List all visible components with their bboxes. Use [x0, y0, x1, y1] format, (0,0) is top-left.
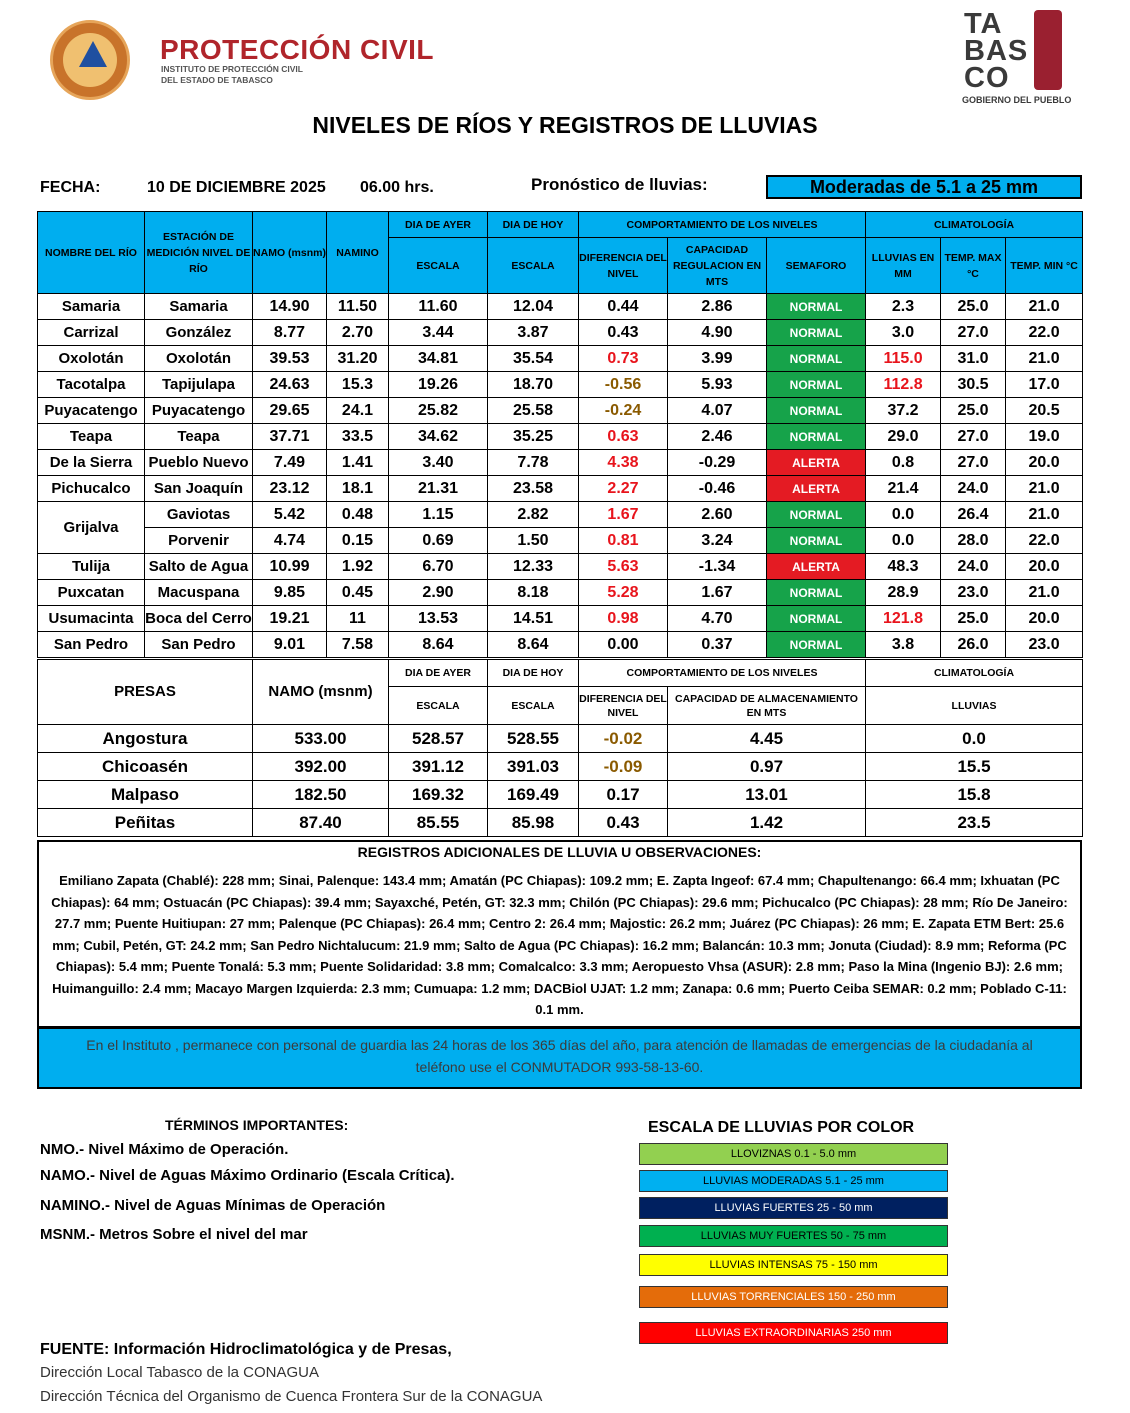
rio-cell-estacion: Salto de Agua	[145, 554, 253, 580]
rio-cell-namo: 39.53	[253, 346, 327, 372]
rio-cell-estacion: Gaviotas	[145, 502, 253, 528]
rio-cell-ayer: 19.26	[389, 372, 488, 398]
rio-cell-sem: NORMAL	[767, 346, 866, 372]
rio-cell-tmin: 21.0	[1006, 580, 1083, 606]
rio-cell-namo: 14.90	[253, 294, 327, 320]
tabasco-emblem-icon	[1034, 10, 1062, 90]
rio-cell-namo: 24.63	[253, 372, 327, 398]
fecha-value: 10 DE DICIEMBRE 2025	[147, 179, 326, 196]
presa-row	[38, 781, 1083, 809]
presa-cell-namo: 182.50	[253, 781, 389, 809]
rio-cell-lluvia: 3.0	[866, 320, 941, 346]
rio-cell-estacion: Macuspana	[145, 580, 253, 606]
rio-cell-rio: Samaria	[38, 294, 145, 320]
rio-cell-ayer: 34.62	[389, 424, 488, 450]
presa-cell-lluvia: 15.5	[866, 753, 1083, 781]
rio-cell-ayer: 1.15	[389, 502, 488, 528]
rio-cell-lluvia: 0.8	[866, 450, 941, 476]
rio-cell-hoy: 3.87	[488, 320, 579, 346]
rio-cell-tmax: 24.0	[941, 476, 1006, 502]
rio-cell-rio: Puyacatengo	[38, 398, 145, 424]
presa-cell-namo: 533.00	[253, 725, 389, 753]
rio-cell-estacion: Teapa	[145, 424, 253, 450]
rio-row	[38, 372, 1083, 398]
rio-cell-dif: 4.38	[579, 450, 668, 476]
fuente-line-1: Dirección Local Tabasco de la CONAGUA	[40, 1364, 320, 1381]
presa-cell-namo: 392.00	[253, 753, 389, 781]
presa-cell-hoy: 85.98	[488, 809, 579, 837]
rio-cell-tmin: 17.0	[1006, 372, 1083, 398]
observaciones-title: REGISTROS ADICIONALES DE LLUVIA U OBSERVACIONES:	[357, 844, 762, 860]
rio-cell-rio: Puxcatan	[38, 580, 145, 606]
presa-cell-lluvia: 0.0	[866, 725, 1083, 753]
rio-cell-tmin: 21.0	[1006, 346, 1083, 372]
rio-cell-estacion: Puyacatengo	[145, 398, 253, 424]
rio-cell-namino: 2.70	[327, 320, 389, 346]
rio-cell-namo: 19.21	[253, 606, 327, 632]
header-escala-hoy: ESCALA	[488, 238, 579, 294]
rio-cell-rio: Tacotalpa	[38, 372, 145, 398]
escala-item: LLUVIAS EXTRAORDINARIAS 250 mm	[639, 1322, 948, 1344]
rio-cell-cap: 4.70	[668, 606, 767, 632]
rio-cell-sem: NORMAL	[767, 502, 866, 528]
header-tmin: TEMP. MIN °C	[1006, 238, 1083, 294]
rio-row	[38, 528, 1083, 554]
rio-cell-hoy: 1.50	[488, 528, 579, 554]
rio-cell-tmax: 26.0	[941, 632, 1006, 658]
rio-cell-cap: 0.37	[668, 632, 767, 658]
gobierno-label: GOBIERNO DEL PUEBLO	[962, 95, 1072, 105]
rio-cell-dif: 0.81	[579, 528, 668, 554]
rio-cell-ayer: 21.31	[389, 476, 488, 502]
rio-cell-lluvia: 115.0	[866, 346, 941, 372]
rio-cell-lluvia: 28.9	[866, 580, 941, 606]
rio-row	[38, 398, 1083, 424]
rio-cell-estacion: Oxolotán	[145, 346, 253, 372]
header-presas-escala-ayer: ESCALA	[389, 687, 488, 725]
rio-cell-hoy: 7.78	[488, 450, 579, 476]
rio-row	[38, 502, 1083, 528]
rio-cell-tmin: 20.0	[1006, 606, 1083, 632]
rio-cell-dif: 0.63	[579, 424, 668, 450]
rio-cell-dif: 0.73	[579, 346, 668, 372]
observaciones-box	[37, 840, 1082, 1028]
rio-cell-hoy: 12.04	[488, 294, 579, 320]
rio-cell-namo: 5.42	[253, 502, 327, 528]
rio-cell-hoy: 2.82	[488, 502, 579, 528]
rio-cell-lluvia: 29.0	[866, 424, 941, 450]
presa-cell-cap: 1.42	[668, 809, 866, 837]
proteccion-civil-logo	[50, 20, 130, 100]
observaciones-text: Emiliano Zapata (Chablé): 228 mm; Sinai, Palenque: 143.4 mm; Amatán (PC Chiapas): 109.2 mm; E. Zapta Ingeof: 67.4 mm; Chapultenango: 66.4 mm; Ixhuatan (PC Chiapas): 64 mm; Ostuacán (PC Chiapas): 39.4 mm; Sayaxché, Petén, GT: 32.3 mm; Chilón (PC Chiapas): 29.6 mm; Pichucalco (PC Chiapas): 28 mm; Río De Janeiro: 27.7 mm; Puente Huitiupan: 27 mm; Palenque (PC Chiapas): 26.4 mm; Centro 2: 26.4 mm; Majostic: 26.2 mm; Juárez (PC Chiapas): 26 mm; E. Zapata ETM Bert: 25.6 mm; Cubil, Petén, GT: 24.2 mm; San Pedro Nichtalucum: 21.9 mm; Salto de Agua (PC Chiapas): 16.2 mm; Balancán: 10.3 mm; Jonuta (Ciudad): 8.9 mm; Reforma (PC Chiapas): 5.4 mm; Puente Tonalá: 5.3 mm; Puente Solidaridad: 3.8 mm; Comalcalco: 3.3 mm; Aeropuesto Vhsa (ASUR): 2.8 mm; Paso la Mina (Ingenio BJ): 2.6 mm; Huimanguillo: 2.4 mm; Macayo Margen Izquierda: 2.3 mm; Cumuapa: 1.2 mm; DACBiol UJAT: 1.2 mm; Zanapa: 0.6 mm; Puerto Ceiba SEMAR: 0.2 mm; Poblado C-11: 0.1 mm.	[51, 873, 1068, 1017]
rio-cell-rio: Usumacinta	[38, 606, 145, 632]
rio-cell-namino: 31.20	[327, 346, 389, 372]
rio-cell-tmin: 22.0	[1006, 320, 1083, 346]
rio-cell-namino: 15.3	[327, 372, 389, 398]
rio-cell-namo: 37.71	[253, 424, 327, 450]
presa-cell-dif: 0.43	[579, 809, 668, 837]
rio-cell-tmin: 21.0	[1006, 476, 1083, 502]
rio-cell-ayer: 0.69	[389, 528, 488, 554]
header-presas: PRESAS	[38, 660, 253, 725]
rio-cell-lluvia: 0.0	[866, 528, 941, 554]
rio-cell-tmax: 25.0	[941, 294, 1006, 320]
rio-cell-cap: 4.90	[668, 320, 767, 346]
escala-item: LLUVIAS TORRENCIALES 150 - 250 mm	[639, 1286, 948, 1308]
rio-cell-lluvia: 48.3	[866, 554, 941, 580]
presa-cell-cap: 0.97	[668, 753, 866, 781]
rio-cell-lluvia: 2.3	[866, 294, 941, 320]
rio-cell-dif: 5.63	[579, 554, 668, 580]
header-comportamiento: COMPORTAMIENTO DE LOS NIVELES	[579, 212, 866, 238]
rio-cell-ayer: 11.60	[389, 294, 488, 320]
rio-cell-namo: 7.49	[253, 450, 327, 476]
rio-cell-tmin: 20.5	[1006, 398, 1083, 424]
presa-row	[38, 809, 1083, 837]
escala-title: ESCALA DE LLUVIAS POR COLOR	[648, 1119, 915, 1136]
rio-cell-estacion: Tapijulapa	[145, 372, 253, 398]
header-presas-climatologia: CLIMATOLOGÍA	[866, 660, 1083, 687]
rio-cell-namo: 9.85	[253, 580, 327, 606]
rios-table	[37, 211, 1083, 658]
rio-cell-tmax: 26.4	[941, 502, 1006, 528]
presa-cell-nombre: Malpaso	[38, 781, 253, 809]
rio-cell-rio: Carrizal	[38, 320, 145, 346]
rio-cell-rio: De la Sierra	[38, 450, 145, 476]
rio-cell-cap: 4.07	[668, 398, 767, 424]
fuente-label: FUENTE: Información Hidroclimatológica y de Presas,	[40, 1341, 452, 1358]
header-lluvias: LLUVIAS EN MM	[866, 238, 941, 294]
rio-cell-sem: ALERTA	[767, 554, 866, 580]
rio-cell-hoy: 23.58	[488, 476, 579, 502]
rio-cell-namo: 10.99	[253, 554, 327, 580]
presa-cell-cap: 13.01	[668, 781, 866, 809]
escala-item: LLUVIAS MUY FUERTES 50 - 75 mm	[639, 1225, 948, 1247]
rio-cell-cap: 2.46	[668, 424, 767, 450]
rio-cell-namo: 8.77	[253, 320, 327, 346]
pronostico-value: Moderadas de 5.1 a 25 mm	[766, 175, 1082, 199]
rio-cell-ayer: 2.90	[389, 580, 488, 606]
page-title: NIVELES DE RÍOS Y REGISTROS DE LLUVIAS	[312, 112, 818, 138]
rio-cell-hoy: 18.70	[488, 372, 579, 398]
rio-cell-hoy: 35.25	[488, 424, 579, 450]
header-namino: NAMINO	[327, 212, 389, 294]
escala-item: LLUVIAS FUERTES 25 - 50 mm	[639, 1197, 948, 1219]
rio-cell-lluvia: 21.4	[866, 476, 941, 502]
instituto-notice: En el Instituto , permanece con personal de guardia las 24 horas de los 365 días del año, para atención de llamadas de emergencias de la ciudadanía al teléfono use el CONMUTADOR 993-58-13-60.	[37, 1027, 1082, 1089]
rio-cell-tmin: 20.0	[1006, 450, 1083, 476]
escala-item: LLUVIAS MODERADAS 5.1 - 25 mm	[639, 1170, 948, 1192]
rio-cell-namino: 7.58	[327, 632, 389, 658]
rio-cell-namino: 11	[327, 606, 389, 632]
termino-item: NMO.- Nivel Máximo de Operación.	[40, 1141, 289, 1158]
header-hoy: DIA DE HOY	[488, 212, 579, 238]
rio-cell-estacion: Boca del Cerro	[145, 606, 253, 632]
presa-cell-nombre: Chicoasén	[38, 753, 253, 781]
rio-cell-dif: 1.67	[579, 502, 668, 528]
rio-cell-sem: NORMAL	[767, 632, 866, 658]
header-capacidad: CAPACIDAD REGULACION EN MTS	[668, 238, 767, 294]
rio-cell-tmax: 25.0	[941, 398, 1006, 424]
header-estacion: ESTACIÓN DE MEDICIÓN NIVEL DE RÍO	[145, 212, 253, 294]
rio-cell-estacion: San Pedro	[145, 632, 253, 658]
header-climatologia: CLIMATOLOGÍA	[866, 212, 1083, 238]
fuente-line-2: Dirección Técnica del Organismo de Cuenca Frontera Sur de la CONAGUA	[40, 1388, 543, 1405]
rio-cell-namo: 29.65	[253, 398, 327, 424]
rio-row	[38, 320, 1083, 346]
rio-row	[38, 632, 1083, 658]
rio-cell-dif: 0.44	[579, 294, 668, 320]
rio-cell-namino: 24.1	[327, 398, 389, 424]
rio-cell-dif: 0.98	[579, 606, 668, 632]
rio-cell-tmin: 21.0	[1006, 502, 1083, 528]
rio-cell-cap: 1.67	[668, 580, 767, 606]
rio-cell-tmax: 27.0	[941, 320, 1006, 346]
presa-cell-dif: -0.09	[579, 753, 668, 781]
rio-cell-hoy: 35.54	[488, 346, 579, 372]
header-presas-diferencia: DIFERENCIA DEL NIVEL	[579, 687, 668, 725]
presa-cell-hoy: 391.03	[488, 753, 579, 781]
rio-cell-sem: NORMAL	[767, 606, 866, 632]
rio-cell-sem: NORMAL	[767, 580, 866, 606]
rio-row	[38, 606, 1083, 632]
presa-cell-hoy: 169.49	[488, 781, 579, 809]
rio-cell-rio: Pichucalco	[38, 476, 145, 502]
rio-row	[38, 476, 1083, 502]
presa-cell-cap: 4.45	[668, 725, 866, 753]
header-rio: NOMBRE DEL RÍO	[38, 212, 145, 294]
rio-cell-cap: -1.34	[668, 554, 767, 580]
header-diferencia: DIFERENCIA DEL NIVEL	[579, 238, 668, 294]
tabasco-logo-line3: CO	[964, 62, 1010, 94]
presa-cell-nombre: Angostura	[38, 725, 253, 753]
rio-cell-sem: NORMAL	[767, 528, 866, 554]
rio-cell-dif: 0.43	[579, 320, 668, 346]
termino-item: MSNM.- Metros Sobre el nivel del mar	[40, 1226, 308, 1243]
rio-cell-lluvia: 37.2	[866, 398, 941, 424]
header-presas-ayer: DIA DE AYER	[389, 660, 488, 687]
rio-cell-sem: NORMAL	[767, 424, 866, 450]
rio-cell-tmax: 27.0	[941, 424, 1006, 450]
rio-cell-namino: 0.48	[327, 502, 389, 528]
hora-value: 06.00 hrs.	[360, 179, 434, 196]
rio-cell-tmin: 20.0	[1006, 554, 1083, 580]
header-namo: NAMO (msnm)	[253, 212, 327, 294]
rio-row	[38, 294, 1083, 320]
tabasco-logo	[962, 10, 1072, 110]
rio-cell-lluvia: 3.8	[866, 632, 941, 658]
presa-cell-namo: 87.40	[253, 809, 389, 837]
presas-table	[37, 659, 1083, 837]
rio-cell-cap: 5.93	[668, 372, 767, 398]
rio-cell-namino: 1.41	[327, 450, 389, 476]
rio-cell-namino: 33.5	[327, 424, 389, 450]
rio-cell-ayer: 13.53	[389, 606, 488, 632]
rio-cell-lluvia: 121.8	[866, 606, 941, 632]
rio-cell-sem: NORMAL	[767, 320, 866, 346]
fecha-label: FECHA:	[40, 179, 101, 196]
presa-cell-dif: 0.17	[579, 781, 668, 809]
rio-cell-namo: 9.01	[253, 632, 327, 658]
rio-cell-cap: 2.86	[668, 294, 767, 320]
rio-cell-hoy: 12.33	[488, 554, 579, 580]
rio-cell-estacion: González	[145, 320, 253, 346]
rio-cell-tmax: 28.0	[941, 528, 1006, 554]
escala-item: LLOVIZNAS 0.1 - 5.0 mm	[639, 1143, 948, 1165]
presa-cell-dif: -0.02	[579, 725, 668, 753]
rio-cell-namino: 11.50	[327, 294, 389, 320]
presa-cell-lluvia: 23.5	[866, 809, 1083, 837]
rio-cell-tmax: 23.0	[941, 580, 1006, 606]
rio-cell-rio: Tulija	[38, 554, 145, 580]
rio-cell-hoy: 14.51	[488, 606, 579, 632]
header-tmax: TEMP. MAX °C	[941, 238, 1006, 294]
presa-cell-lluvia: 15.8	[866, 781, 1083, 809]
rio-cell-estacion: Samaria	[145, 294, 253, 320]
header-escala-ayer: ESCALA	[389, 238, 488, 294]
rio-cell-lluvia: 112.8	[866, 372, 941, 398]
rio-row	[38, 450, 1083, 476]
rio-cell-tmax: 24.0	[941, 554, 1006, 580]
rio-cell-sem: NORMAL	[767, 398, 866, 424]
rio-cell-namino: 1.92	[327, 554, 389, 580]
rio-cell-namo: 23.12	[253, 476, 327, 502]
pronostico-label: Pronóstico de lluvias:	[531, 175, 708, 194]
rio-cell-dif: -0.56	[579, 372, 668, 398]
rio-cell-cap: 2.60	[668, 502, 767, 528]
rio-cell-estacion: San Joaquín	[145, 476, 253, 502]
rio-cell-rio: Teapa	[38, 424, 145, 450]
rio-cell-tmin: 21.0	[1006, 294, 1083, 320]
rio-cell-namino: 0.15	[327, 528, 389, 554]
rio-cell-dif: 5.28	[579, 580, 668, 606]
rio-cell-tmin: 19.0	[1006, 424, 1083, 450]
rio-cell-namino: 0.45	[327, 580, 389, 606]
header-presas-namo: NAMO (msnm)	[253, 660, 389, 725]
rio-cell-ayer: 3.40	[389, 450, 488, 476]
rio-cell-tmax: 30.5	[941, 372, 1006, 398]
header-semaforo: SEMAFORO	[767, 238, 866, 294]
rio-cell-rio: San Pedro	[38, 632, 145, 658]
rio-cell-lluvia: 0.0	[866, 502, 941, 528]
rio-row	[38, 346, 1083, 372]
rio-cell-estacion: Porvenir	[145, 528, 253, 554]
presa-row	[38, 725, 1083, 753]
presa-cell-ayer: 85.55	[389, 809, 488, 837]
rio-cell-ayer: 6.70	[389, 554, 488, 580]
rio-cell-ayer: 34.81	[389, 346, 488, 372]
rio-cell-namino: 18.1	[327, 476, 389, 502]
org-title: PROTECCIÓN CIVIL	[160, 34, 435, 65]
org-subtitle-2: DEL ESTADO DE TABASCO	[161, 75, 273, 85]
org-subtitle-1: INSTITUTO DE PROTECCIÓN CIVIL	[161, 64, 303, 74]
rio-cell-rio: Grijalva	[38, 502, 145, 554]
presa-cell-ayer: 528.57	[389, 725, 488, 753]
presa-row	[38, 753, 1083, 781]
presa-cell-ayer: 391.12	[389, 753, 488, 781]
rio-cell-hoy: 8.18	[488, 580, 579, 606]
termino-item: NAMO.- Nivel de Aguas Máximo Ordinario (Escala Crítica).	[40, 1167, 455, 1184]
presa-cell-hoy: 528.55	[488, 725, 579, 753]
header-presas-escala-hoy: ESCALA	[488, 687, 579, 725]
rio-cell-namo: 4.74	[253, 528, 327, 554]
rio-cell-tmax: 25.0	[941, 606, 1006, 632]
rio-cell-tmax: 31.0	[941, 346, 1006, 372]
header-presas-capacidad: CAPACIDAD DE ALMACENAMIENTO EN MTS	[668, 687, 866, 725]
header-presas-comportamiento: COMPORTAMIENTO DE LOS NIVELES	[579, 660, 866, 687]
header-ayer: DIA DE AYER	[389, 212, 488, 238]
rio-cell-dif: -0.24	[579, 398, 668, 424]
tabasco-logo-line2: BAS	[964, 35, 1029, 67]
terminos-title: TÉRMINOS IMPORTANTES:	[165, 1117, 349, 1133]
rio-cell-hoy: 25.58	[488, 398, 579, 424]
rio-cell-estacion: Pueblo Nuevo	[145, 450, 253, 476]
rio-cell-tmin: 22.0	[1006, 528, 1083, 554]
presa-cell-ayer: 169.32	[389, 781, 488, 809]
escala-item: LLUVIAS INTENSAS 75 - 150 mm	[639, 1254, 948, 1276]
header-presas-hoy: DIA DE HOY	[488, 660, 579, 687]
rio-cell-sem: NORMAL	[767, 294, 866, 320]
rio-row	[38, 424, 1083, 450]
termino-item: NAMINO.- Nivel de Aguas Mínimas de Operación	[40, 1197, 386, 1214]
rio-row	[38, 554, 1083, 580]
rio-cell-ayer: 3.44	[389, 320, 488, 346]
rio-cell-cap: -0.29	[668, 450, 767, 476]
rio-cell-dif: 0.00	[579, 632, 668, 658]
rio-cell-sem: ALERTA	[767, 450, 866, 476]
rio-cell-dif: 2.27	[579, 476, 668, 502]
rio-cell-ayer: 8.64	[389, 632, 488, 658]
rio-cell-sem: NORMAL	[767, 372, 866, 398]
presa-cell-nombre: Peñitas	[38, 809, 253, 837]
rio-cell-rio: Oxolotán	[38, 346, 145, 372]
rio-cell-cap: 3.99	[668, 346, 767, 372]
rio-cell-cap: 3.24	[668, 528, 767, 554]
rio-cell-cap: -0.46	[668, 476, 767, 502]
rio-cell-ayer: 25.82	[389, 398, 488, 424]
rio-cell-hoy: 8.64	[488, 632, 579, 658]
rio-cell-tmin: 23.0	[1006, 632, 1083, 658]
tabasco-logo-line1: TA	[964, 8, 1003, 40]
header-presas-lluvias: LLUVIAS	[866, 687, 1083, 725]
rio-cell-sem: ALERTA	[767, 476, 866, 502]
rio-cell-tmax: 27.0	[941, 450, 1006, 476]
rio-row	[38, 580, 1083, 606]
